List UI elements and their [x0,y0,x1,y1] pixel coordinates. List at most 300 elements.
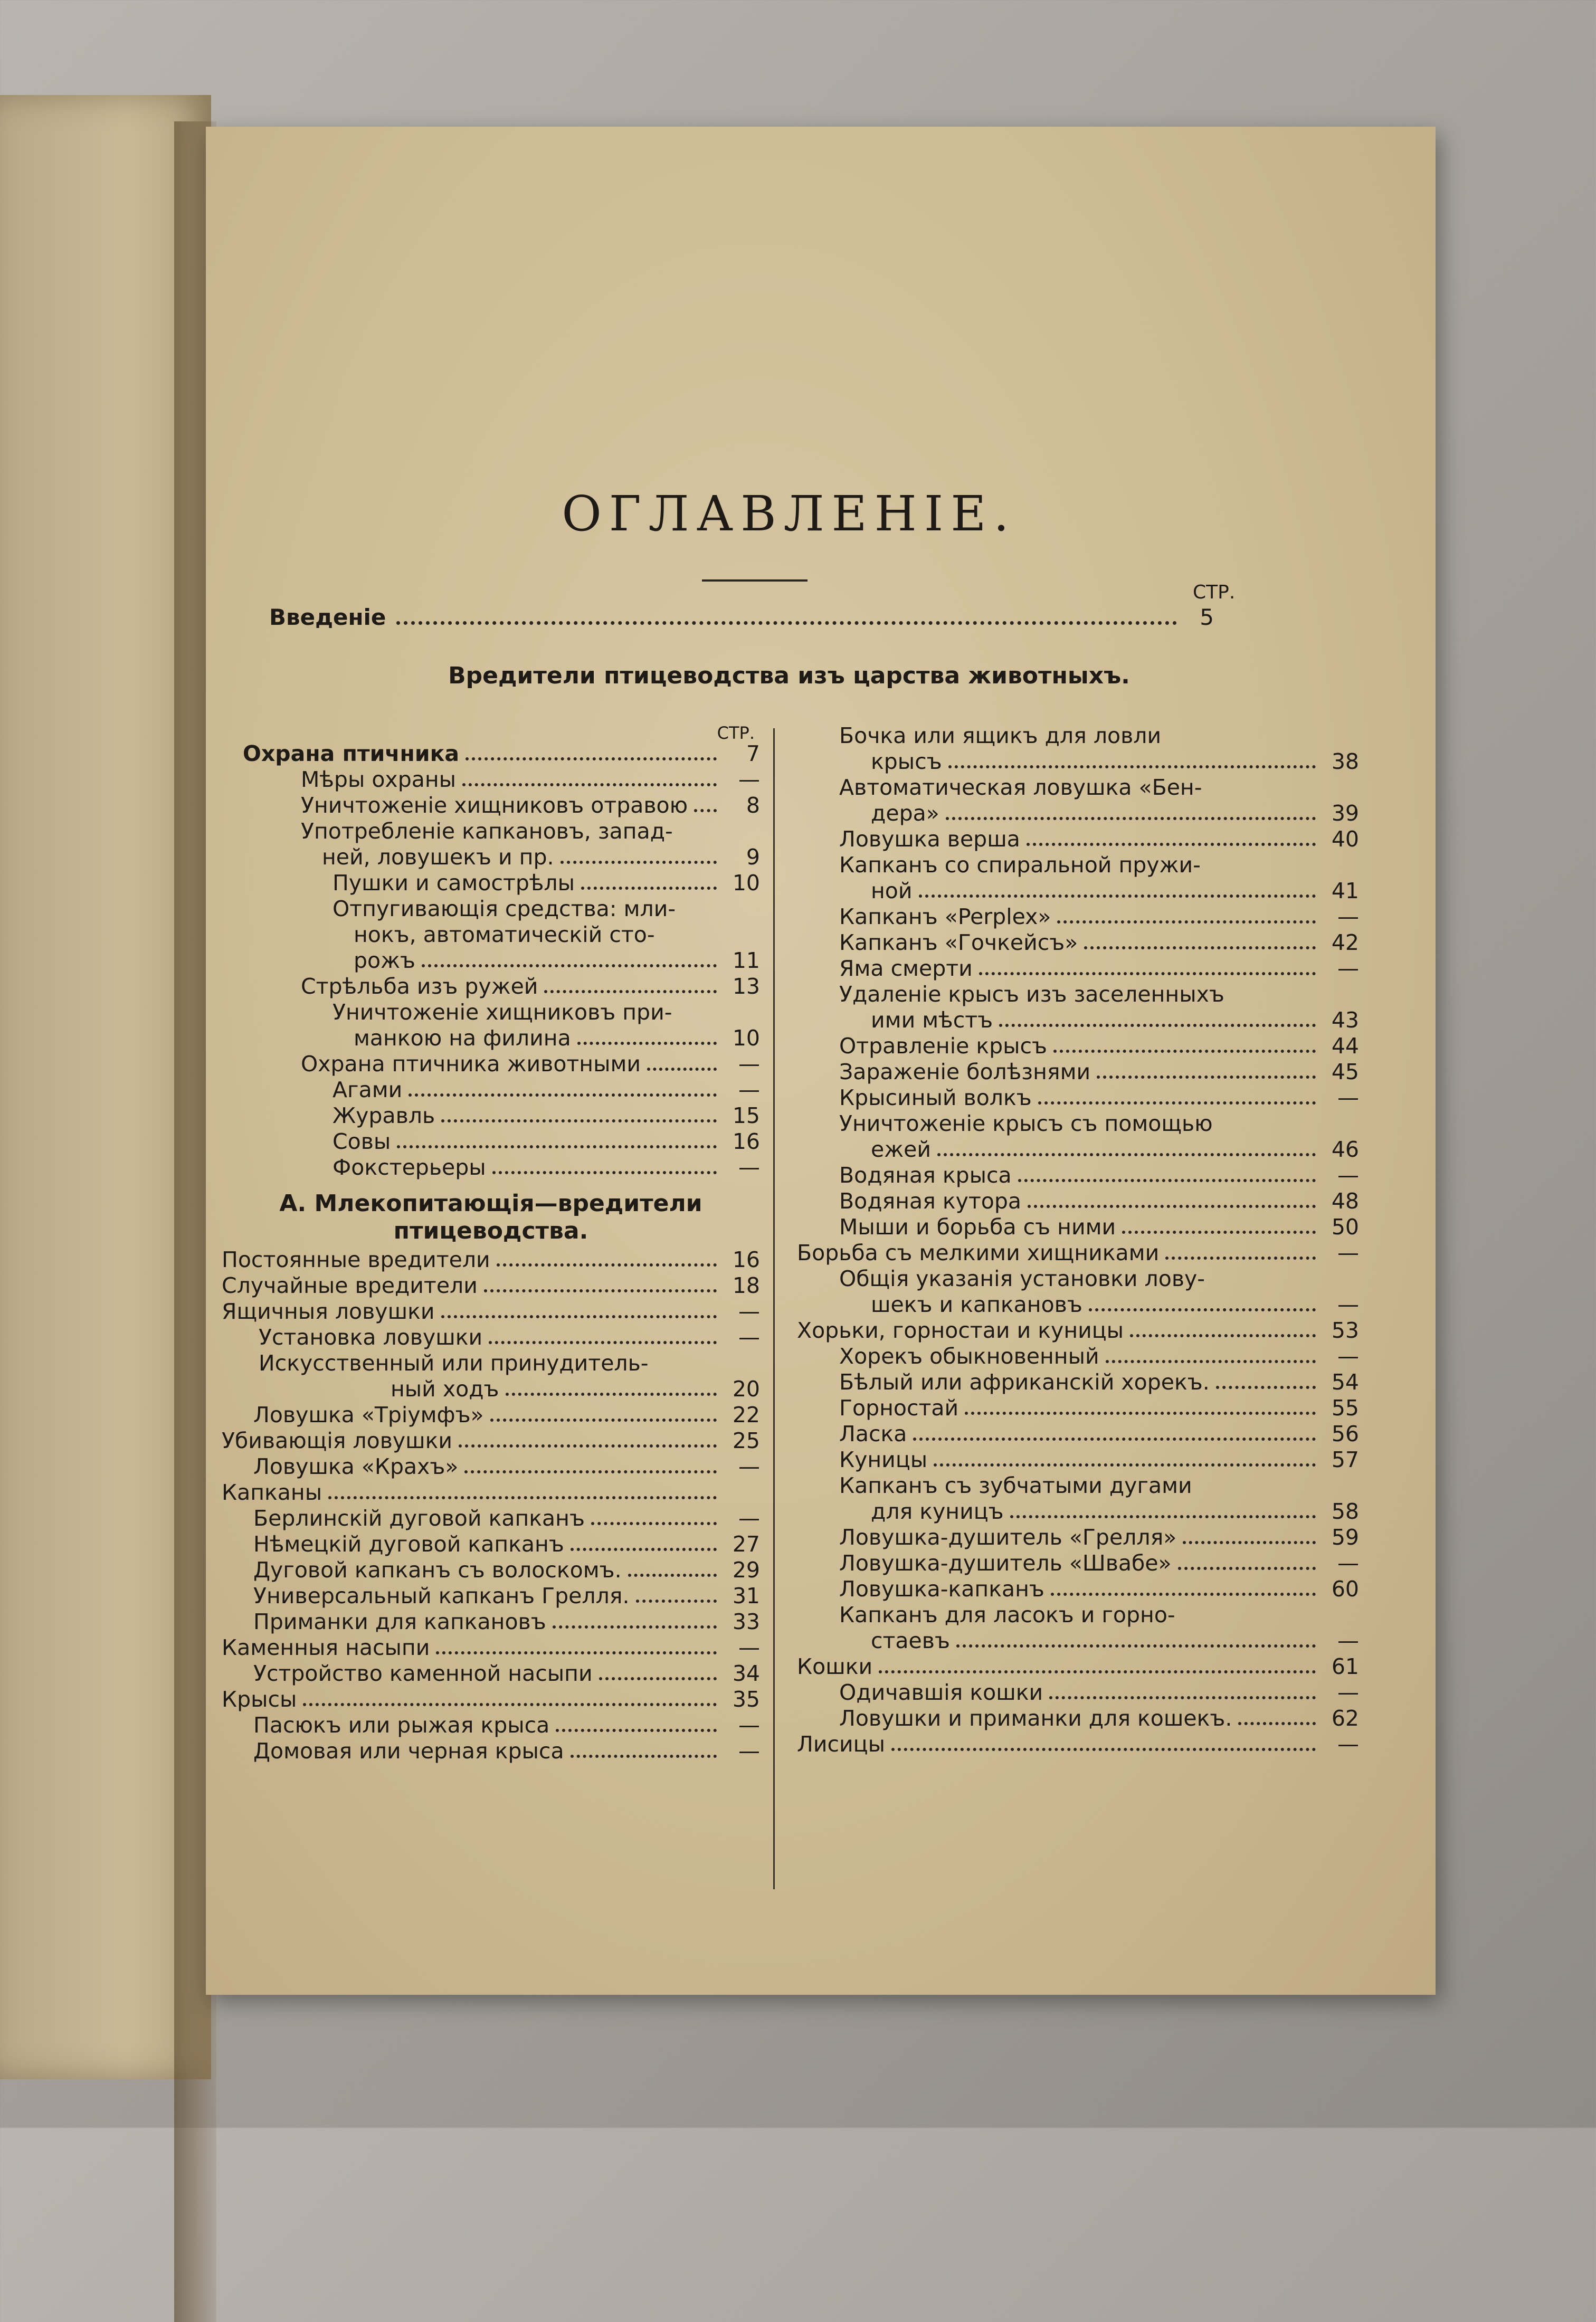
entry-title: ими мѣстъ [871,1007,993,1033]
toc-entry [222,1712,760,1738]
entry-line [222,1557,760,1583]
leader-dots [1028,1205,1316,1208]
leader-dots [1051,1593,1316,1596]
entry-title: Отпугивающія средства: мли- [332,896,676,921]
table-of-contents-page [206,127,1436,1995]
entry-title: Охрана птичника [243,741,460,766]
entry-page: — [1337,956,1359,981]
toc-entry [222,1609,760,1635]
entry-page: — [738,1712,760,1738]
entry-page: 29 [732,1557,760,1583]
entry-continuation [797,801,1359,826]
leader-dots [577,1042,717,1045]
toc-entry [222,1103,760,1129]
entry-page: 34 [732,1661,760,1686]
toc-entry [797,1680,1359,1706]
leader-dots [571,1755,717,1758]
entry-title: ный ходъ [391,1376,499,1402]
toc-entry [222,1247,760,1273]
entry-line [797,1266,1359,1292]
entry-page: 16 [732,1247,760,1272]
leader-dots [459,1444,717,1448]
toc-entry [222,1325,760,1350]
entry-title: Дуговой капканъ съ волоскомъ. [253,1557,622,1583]
leader-dots [497,1263,717,1267]
entry-line [222,1661,760,1687]
entry-title: Ловушки и приманки для кошекъ. [839,1706,1232,1731]
left-entries-2 [222,1247,760,1764]
entry-line [222,793,760,819]
entry-title: Хорекъ обыкновенный [839,1344,1099,1369]
entry-page: — [738,1635,760,1660]
entry-title: Мѣры охраны [301,767,457,792]
entry-line [797,1421,1359,1447]
entry-line [222,1155,760,1181]
leader-dots [1165,1257,1316,1260]
entry-page: — [1337,1344,1359,1369]
leader-dots [408,1093,717,1097]
entry-page: — [738,1325,760,1350]
toc-entry [222,1557,760,1583]
entry-line [222,1738,760,1764]
entry-title: Убивающія ловушки [222,1428,453,1453]
leader-dots [396,621,1177,625]
entry-title: манкою на филина [354,1025,571,1051]
entry-page: — [738,1077,760,1102]
leader-dots [1010,1515,1316,1518]
entry-page: 53 [1331,1318,1359,1343]
toc-entry [222,1273,760,1299]
toc-entry-intro [269,604,1214,641]
toc-entry [797,826,1359,852]
entry-title: Капканъ со спиральной пружи- [839,852,1201,878]
entry-page: — [738,1454,760,1479]
entry-page: — [1337,1292,1359,1317]
leader-dots [441,1315,717,1318]
entry-line [222,1454,760,1480]
leader-dots [1097,1076,1316,1079]
leader-dots [436,1651,717,1654]
entry-continuation [797,1007,1359,1033]
entry-page: 42 [1331,930,1359,955]
toc-entry [797,852,1359,904]
entry-title: Удаленіе крысъ изъ заселенныхъ [839,982,1224,1007]
entry-page: 55 [1331,1395,1359,1421]
entry-title: Бѣлый или африканскій хорекъ. [839,1369,1210,1395]
toc-entry [222,1687,760,1712]
entry-line [797,982,1359,1007]
entry-page: 62 [1331,1706,1359,1731]
toc-entry [797,1576,1359,1602]
entry-line [797,1318,1359,1344]
entry-title: Борьба съ мелкими хищниками [797,1240,1160,1265]
entry-page: — [738,767,760,792]
leader-dots [556,1729,717,1732]
entry-page: 44 [1331,1033,1359,1059]
toc-entry [222,1077,760,1103]
toc-entry [222,870,760,896]
subsection-line: птицеводства. [393,1217,588,1244]
leader-dots [489,1341,717,1344]
entry-line [797,1550,1359,1576]
entry-page: 43 [1331,1007,1359,1033]
toc-entry [797,1318,1359,1344]
leader-dots [636,1600,717,1603]
entry-page: 10 [732,1025,760,1051]
entry-page: 7 [746,741,760,766]
entry-page: 13 [732,974,760,999]
entry-line [222,1325,760,1350]
entry-line [797,1395,1359,1421]
right-entries [797,723,1359,1757]
entry-line [797,1525,1359,1550]
leader-dots [879,1670,1316,1673]
leader-dots [913,1438,1316,1441]
entry-title: Водяная крыса [839,1163,1012,1188]
toc-entry [797,1731,1359,1757]
entry-page: — [1337,1085,1359,1110]
entry-title: Ящичныя ловушки [222,1299,435,1324]
leader-dots [1238,1722,1316,1725]
entry-page: — [738,1299,760,1324]
toc-entry [797,1344,1359,1369]
toc-entry [797,904,1359,930]
toc-entry [222,1155,760,1181]
entry-title: Кошки [797,1654,873,1679]
page-title: ОГЛАВЛЕНІЕ. [562,486,1016,542]
entry-continuation [797,1628,1359,1654]
entry-title: Совы [332,1129,391,1154]
entry-line [797,904,1359,930]
entry-line [797,930,1359,956]
entry-line [222,1635,760,1661]
leader-dots [571,1548,717,1551]
entry-page: 38 [1331,749,1359,774]
entry-title: крысъ [871,749,942,774]
entry-title: Стрѣльба изъ ружей [301,974,538,999]
toc-entry [222,1635,760,1661]
entry-title: Отравленіе крысъ [839,1033,1048,1059]
entry-title: Ловушка «Крахъ» [253,1454,459,1479]
toc-entry [797,1033,1359,1059]
entry-title: Пасюкъ или рыжая крыса [253,1712,550,1738]
toc-entry [222,1480,760,1506]
entry-title: Ловушка верша [839,826,1020,852]
entry-page: 41 [1331,878,1359,903]
entry-title: Ловушка-душитель «Швабе» [839,1550,1172,1576]
entry-page: 9 [746,844,760,870]
leader-dots [1183,1541,1316,1544]
leader-dots [464,1470,717,1473]
entry-line [222,974,760,1000]
leader-dots [581,887,717,890]
entry-line [797,1059,1359,1085]
leader-dots [544,990,717,993]
leader-dots [441,1119,717,1122]
entry-title: Установка ловушки [259,1325,483,1350]
entry-line [797,1680,1359,1706]
leader-dots [919,894,1316,898]
entry-page: 35 [732,1687,760,1712]
entry-title: Уничтоженіе крысъ съ помощью [839,1111,1213,1136]
entry-page: 45 [1331,1059,1359,1084]
entry-line [797,1240,1359,1266]
entry-page: 56 [1331,1421,1359,1447]
leader-dots [946,817,1316,820]
entry-line [797,1033,1359,1059]
entry-page: — [1337,1680,1359,1705]
entry-line [222,1583,760,1609]
entry-title: Приманки для капкановъ [253,1609,546,1634]
entry-page: — [1337,1731,1359,1757]
leader-dots [937,1153,1316,1156]
entry-title: Капканъ съ зубчатыми дугами [839,1473,1192,1498]
leader-dots [1027,843,1316,846]
toc-entry [797,1706,1359,1731]
toc-entry [797,1266,1359,1318]
toc-entry [222,1738,760,1764]
toc-entry [797,1111,1359,1163]
leader-dots [1084,946,1316,949]
entry-page: — [738,1506,760,1531]
toc-entry [222,819,760,870]
toc-entry [222,1531,760,1557]
entry-page: 57 [1331,1447,1359,1472]
entry-title: Каменныя насыпи [222,1635,430,1660]
entry-line [222,1000,760,1025]
toc-entry [797,930,1359,956]
entry-line [797,1654,1359,1680]
toc-entry [222,1583,760,1609]
toc-entry [797,1085,1359,1111]
leader-dots [694,809,717,812]
entry-line [222,1687,760,1712]
entry-line [797,956,1359,982]
entry-title: Общія указанія установки лову- [839,1266,1205,1291]
leader-dots [1130,1334,1316,1337]
toc-entry [222,1299,760,1325]
toc-entry [797,1163,1359,1188]
leader-dots [1178,1567,1316,1570]
toc-entry [797,1395,1359,1421]
entry-title: Крысы [222,1687,297,1712]
entry-title: нокъ, автоматическій сто- [354,922,655,947]
title-rule [702,579,808,582]
entry-line [797,1214,1359,1240]
toc-entry [222,974,760,1000]
entry-title: Мыши и борьба съ ними [839,1214,1116,1240]
entry-page: 8 [746,793,760,818]
entry-page: 48 [1331,1188,1359,1214]
toc-entry [222,767,760,793]
leader-dots [1018,1179,1316,1182]
entry-continuation [222,1025,760,1051]
toc-entry [222,1402,760,1428]
entry-title: Лисицы [797,1731,885,1757]
entry-line [797,852,1359,878]
leader-dots [1089,1308,1316,1311]
entry-page: — [1337,1240,1359,1265]
leader-dots [948,765,1316,768]
entry-line [222,1299,760,1325]
entry-title: Капканъ «Гочкейсъ» [839,930,1078,955]
entry-page: 25 [732,1428,760,1453]
toc-entry [797,982,1359,1033]
entry-title: для куницъ [871,1499,1004,1524]
entry-title: Бочка или ящикъ для ловли [839,723,1162,748]
entry-page: 10 [732,870,760,896]
entry-title: Уничтоженіе хищниковъ отравою [301,793,688,818]
entry-continuation [797,1499,1359,1525]
toc-entry [222,1000,760,1051]
entry-title: Нѣмецкій дуговой капканъ [253,1531,564,1557]
entry-page: — [1337,1550,1359,1576]
leader-dots [979,972,1316,975]
leader-dots [647,1068,717,1071]
entry-line [222,741,760,767]
entry-title: рожъ [354,948,416,973]
entry-title: Употребленіе капкановъ, запад- [301,819,673,844]
toc-entry [797,1525,1359,1550]
entry-title: Берлинскій дуговой капканъ [253,1506,585,1531]
leader-dots [999,1024,1316,1027]
toc-entry [222,1051,760,1077]
entry-line [222,1531,760,1557]
entry-title: Яма смерти [839,956,973,981]
entry-line [222,1712,760,1738]
leader-dots [462,783,717,786]
leader-dots [1106,1360,1316,1363]
entry-line [797,775,1359,801]
left-column [222,723,760,1764]
leader-dots [490,1419,717,1422]
entry-page: 59 [1331,1525,1359,1550]
toc-entry [222,1428,760,1454]
entry-line [222,1273,760,1299]
entry-line [222,1506,760,1531]
entry-title: Агами [332,1077,403,1102]
entry-title: Искусственный или принудитель- [259,1350,649,1376]
entry-title: Куницы [839,1447,928,1472]
entry-page: 39 [1331,801,1359,826]
entry-line [797,1163,1359,1188]
entry-title: шекъ и капкановъ [871,1292,1082,1317]
entry-line [222,1428,760,1454]
entry-title: Крысиный волкъ [839,1085,1032,1110]
entry-title: Одичавшія кошки [839,1680,1043,1705]
entry-continuation [797,878,1359,904]
entry-line [797,1369,1359,1395]
entry-page: 11 [732,948,760,973]
toc-entry [222,1506,760,1531]
toc-entry [797,1473,1359,1525]
leader-dots [956,1644,1316,1648]
entry-line [797,1731,1359,1757]
entry-title: Хорьки, горностаи и куницы [797,1318,1124,1343]
entry-title: Горностай [839,1395,959,1421]
entry-line [797,826,1359,852]
entry-page: — [1337,1628,1359,1653]
entry-title: Капканы [222,1480,322,1505]
leader-dots [553,1625,717,1629]
entry-line [797,1085,1359,1111]
entry-page: — [738,1155,760,1180]
leader-dots [397,1145,717,1148]
subsection-line: А. Млекопитающія—вредители [279,1190,702,1217]
leader-dots [466,757,717,760]
toc-entry [797,1447,1359,1473]
entry-line [797,1576,1359,1602]
entry-page: 33 [732,1609,760,1634]
entry-title: Ловушка-душитель «Грелля» [839,1525,1177,1550]
toc-entry [797,1240,1359,1266]
entry-line [222,1350,760,1376]
entry-title: Зараженіе болѣзнями [839,1059,1091,1084]
entry-line [222,1077,760,1103]
entry-page: 40 [1331,826,1359,852]
entry-title: Ловушка-капканъ [839,1576,1044,1602]
entry-line [222,819,760,844]
left-entries [222,741,760,1181]
toc-entry [222,741,760,767]
left-page-column-label: СТР. [717,723,755,743]
entry-line [222,1480,760,1506]
entry-title: Охрана птичника животными [301,1051,641,1077]
toc-entry [222,1661,760,1687]
toc-entry [222,793,760,819]
entry-continuation [222,844,760,870]
entry-page: 31 [732,1583,760,1609]
entry-title: Устройство каменной насыпи [253,1661,593,1686]
leader-dots [328,1496,717,1499]
entry-line [222,870,760,896]
entry-line [222,1129,760,1155]
entry-line [222,767,760,793]
right-column [797,723,1359,1757]
entry-line [222,1103,760,1129]
entry-page: — [1337,1163,1359,1188]
toc-entry [797,1421,1359,1447]
entry-title: ней, ловушекъ и пр. [322,844,554,870]
leader-dots [891,1748,1316,1751]
entry-line [222,896,760,922]
entry-page: 15 [732,1103,760,1128]
subsection-heading [222,1190,760,1245]
entry-line [797,723,1359,749]
leader-dots [628,1574,717,1577]
entry-line [222,1402,760,1428]
leader-dots [965,1412,1316,1415]
entry-page: 18 [732,1273,760,1298]
entry-page: 22 [732,1402,760,1428]
entry-title: дера» [871,801,939,826]
entry-page: 58 [1331,1499,1359,1524]
entry-line [222,1051,760,1077]
leader-dots [599,1677,717,1680]
entry-title: Фокстерьеры [332,1155,486,1180]
leader-dots [1053,1050,1316,1053]
entry-continuation [222,1376,760,1402]
entry-title: ежей [871,1137,932,1162]
entry-continuation [222,948,760,974]
section-heading: Вредители птицеводства изъ царства животныхъ. [448,662,1130,689]
toc-entry [797,1369,1359,1395]
leader-dots [591,1522,717,1525]
leader-dots [506,1393,717,1396]
entry-title: Пушки и самострѣлы [332,870,575,896]
toc-entry [222,1454,760,1480]
entry-line [222,1247,760,1273]
